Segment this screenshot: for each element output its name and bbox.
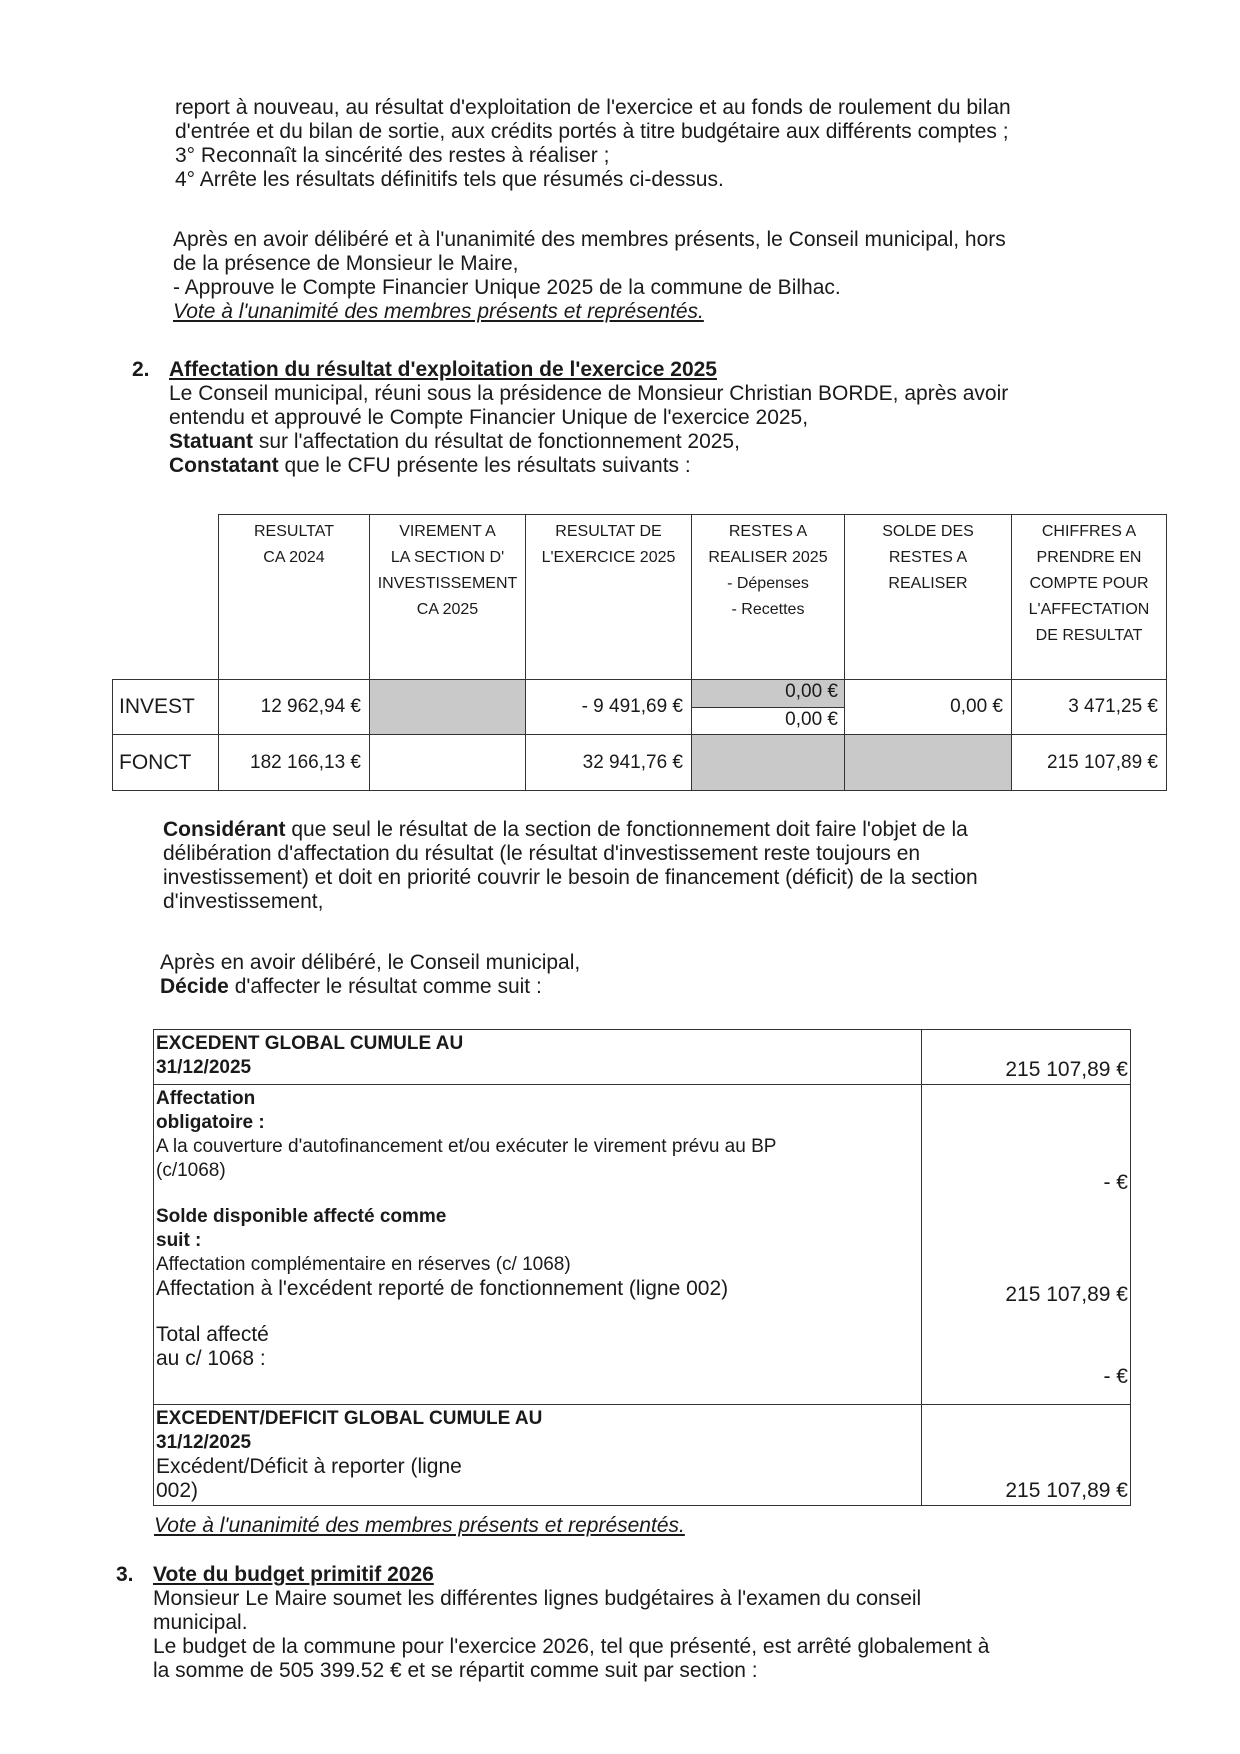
- text-line: obligatoire :: [156, 1112, 265, 1133]
- empty-cell: [370, 735, 526, 791]
- depenses-value: 0,00 €: [692, 680, 844, 708]
- bold-term: Décide: [160, 975, 229, 998]
- table-header-row: [113, 515, 1167, 680]
- table-row: [113, 735, 1167, 791]
- header-cell: RESULTAT CA 2024: [219, 515, 370, 680]
- section-number: 3.: [116, 1563, 134, 1586]
- header-cell: RESULTAT DE L'EXERCICE 2025: [526, 515, 692, 680]
- text-line: au c/ 1068 :: [156, 1347, 266, 1370]
- text-line: Affectation complémentaire en réserves (c/ 1068): [156, 1254, 571, 1275]
- text-line: A la couverture d'autofinancement et/ou exécuter le virement prévu au BP: [156, 1136, 777, 1157]
- vote-statement: Vote à l'unanimité des membres présents et représentés.: [173, 300, 704, 323]
- text-line: Le Conseil municipal, réuni sous la présidence de Monsieur Christian BORDE, après avoir: [169, 382, 1009, 405]
- row-label: INVEST: [113, 680, 219, 735]
- shaded-cell: [370, 680, 526, 735]
- table-cell: 32 941,76 €: [526, 735, 692, 791]
- section-number: 2.: [132, 358, 150, 381]
- section-3: [153, 1563, 1103, 1683]
- table-row: [113, 680, 1167, 735]
- text-line: 31/12/2025: [156, 1057, 252, 1078]
- text-line: report à nouveau, au résultat d'exploitation de l'exercice et au fonds de roulement du bilan: [175, 96, 1011, 119]
- table-row: [154, 1405, 1131, 1506]
- vote-statement: Vote à l'unanimité des membres présents et représentés.: [154, 1514, 685, 1537]
- row-label: FONCT: [113, 735, 219, 791]
- text-line: que seul le résultat de la section de fonctionnement doit faire l'objet de la: [285, 818, 968, 841]
- paragraph-2: [173, 228, 1123, 324]
- table-cell: [154, 1405, 922, 1506]
- amount-cell: 215 107,89 €: [922, 1405, 1131, 1506]
- text-line: suit :: [156, 1230, 202, 1251]
- section-title: Vote du budget primitif 2026: [153, 1563, 434, 1586]
- decide-paragraph: [160, 951, 1082, 999]
- affectation-table: [153, 1029, 1131, 1506]
- amount-value: - €: [1103, 1171, 1128, 1194]
- text-line: d'entrée et du bilan de sortie, aux crédits portés à titre budgétaire aux différents comptes ;: [175, 120, 1009, 143]
- section-2: [169, 358, 1129, 478]
- text-line: de la présence de Monsieur le Maire,: [173, 252, 519, 275]
- considerant-paragraph: [163, 818, 1085, 914]
- shaded-cell: [692, 735, 845, 791]
- text-line: la somme de 505 399.52 € et se répartit comme suit par section :: [153, 1659, 758, 1682]
- bold-term: Considérant: [163, 818, 286, 841]
- table-cell: - 9 491,69 €: [526, 680, 692, 735]
- text-line: Excédent/Déficit à reporter (ligne: [156, 1455, 462, 1478]
- text-line: que le CFU présente les résultats suivants :: [278, 454, 691, 477]
- table-row: [154, 1030, 1131, 1085]
- text-line: 002): [156, 1479, 199, 1502]
- text-line: sur l'affectation du résultat de fonctionnement 2025,: [253, 430, 740, 453]
- table-row: [154, 1085, 1131, 1405]
- paragraph-1: [175, 96, 1125, 192]
- text-line: Affectation: [156, 1088, 256, 1109]
- text-line: municipal.: [153, 1611, 248, 1634]
- text-line: d'affecter le résultat comme suit :: [228, 975, 542, 998]
- header-cell: SOLDE DES RESTES A REALISER: [845, 515, 1012, 680]
- restes-cell: [692, 680, 845, 735]
- text-line: 31/12/2025: [156, 1432, 252, 1453]
- text-line: d'investissement,: [163, 890, 324, 913]
- bold-term: Statuant: [169, 430, 253, 453]
- header-cell: VIREMENT A LA SECTION D' INVESTISSEMENT CA 2025: [370, 515, 526, 680]
- text-line: délibération d'affectation du résultat (le résultat d'investissement reste toujours en: [163, 842, 921, 865]
- header-cell: CHIFFRES A PRENDRE EN COMPTE POUR L'AFFECTATION DE RESULTAT: [1012, 515, 1167, 680]
- section-title: Affectation du résultat d'exploitation de l'exercice 2025: [169, 358, 717, 381]
- empty-corner: [113, 515, 219, 680]
- results-table: [112, 514, 1167, 791]
- text-line: 3° Reconnaît la sincérité des restes à réaliser ;: [175, 144, 610, 167]
- text-line: Monsieur Le Maire soumet les différentes lignes budgétaires à l'examen du conseil: [153, 1587, 922, 1610]
- bold-term: Constatant: [169, 454, 279, 477]
- amount-cell: 215 107,89 €: [922, 1030, 1131, 1085]
- table-cell: 215 107,89 €: [1012, 735, 1167, 791]
- table-cell: [154, 1085, 922, 1405]
- header-cell: RESTES A REALISER 2025 - Dépenses - Recettes: [692, 515, 845, 680]
- amount-column: [922, 1085, 1131, 1405]
- text-line: Total affecté: [156, 1323, 269, 1346]
- text-line: investissement) et doit en priorité couvrir le besoin de financement (déficit) de la section: [163, 866, 978, 889]
- text-line: - Approuve le Compte Financier Unique 2025 de la commune de Bilhac.: [173, 276, 841, 299]
- table-cell: 3 471,25 €: [1012, 680, 1167, 735]
- table-cell: [154, 1030, 922, 1085]
- text-line: EXCEDENT GLOBAL CUMULE AU: [156, 1033, 464, 1054]
- text-line: entendu et approuvé le Compte Financier Unique de l'exercice 2025,: [169, 406, 809, 429]
- text-line: Le budget de la commune pour l'exercice 2026, tel que présenté, est arrêté globalement à: [153, 1635, 990, 1658]
- table-cell: 0,00 €: [845, 680, 1012, 735]
- table-cell: 182 166,13 €: [219, 735, 370, 791]
- recettes-value: 0,00 €: [785, 708, 838, 730]
- vote-statement-2-wrap: [154, 1514, 685, 1538]
- shaded-cell: [845, 735, 1012, 791]
- text-line: 4° Arrête les résultats définitifs tels que résumés ci-dessus.: [175, 168, 724, 191]
- text-line: Après en avoir délibéré, le Conseil municipal,: [160, 951, 581, 974]
- text-line: Solde disponible affecté comme: [156, 1206, 447, 1227]
- amount-value: 215 107,89 €: [1005, 1283, 1128, 1306]
- text-line: Affectation à l'excédent reporté de fonctionnement (ligne 002): [156, 1277, 729, 1300]
- text-line: Après en avoir délibéré et à l'unanimité des membres présents, le Conseil municipal, hors: [173, 228, 1006, 251]
- table-cell: 12 962,94 €: [219, 680, 370, 735]
- text-line: (c/1068): [156, 1160, 226, 1181]
- amount-value: - €: [1103, 1365, 1128, 1388]
- text-line: EXCEDENT/DEFICIT GLOBAL CUMULE AU: [156, 1408, 543, 1429]
